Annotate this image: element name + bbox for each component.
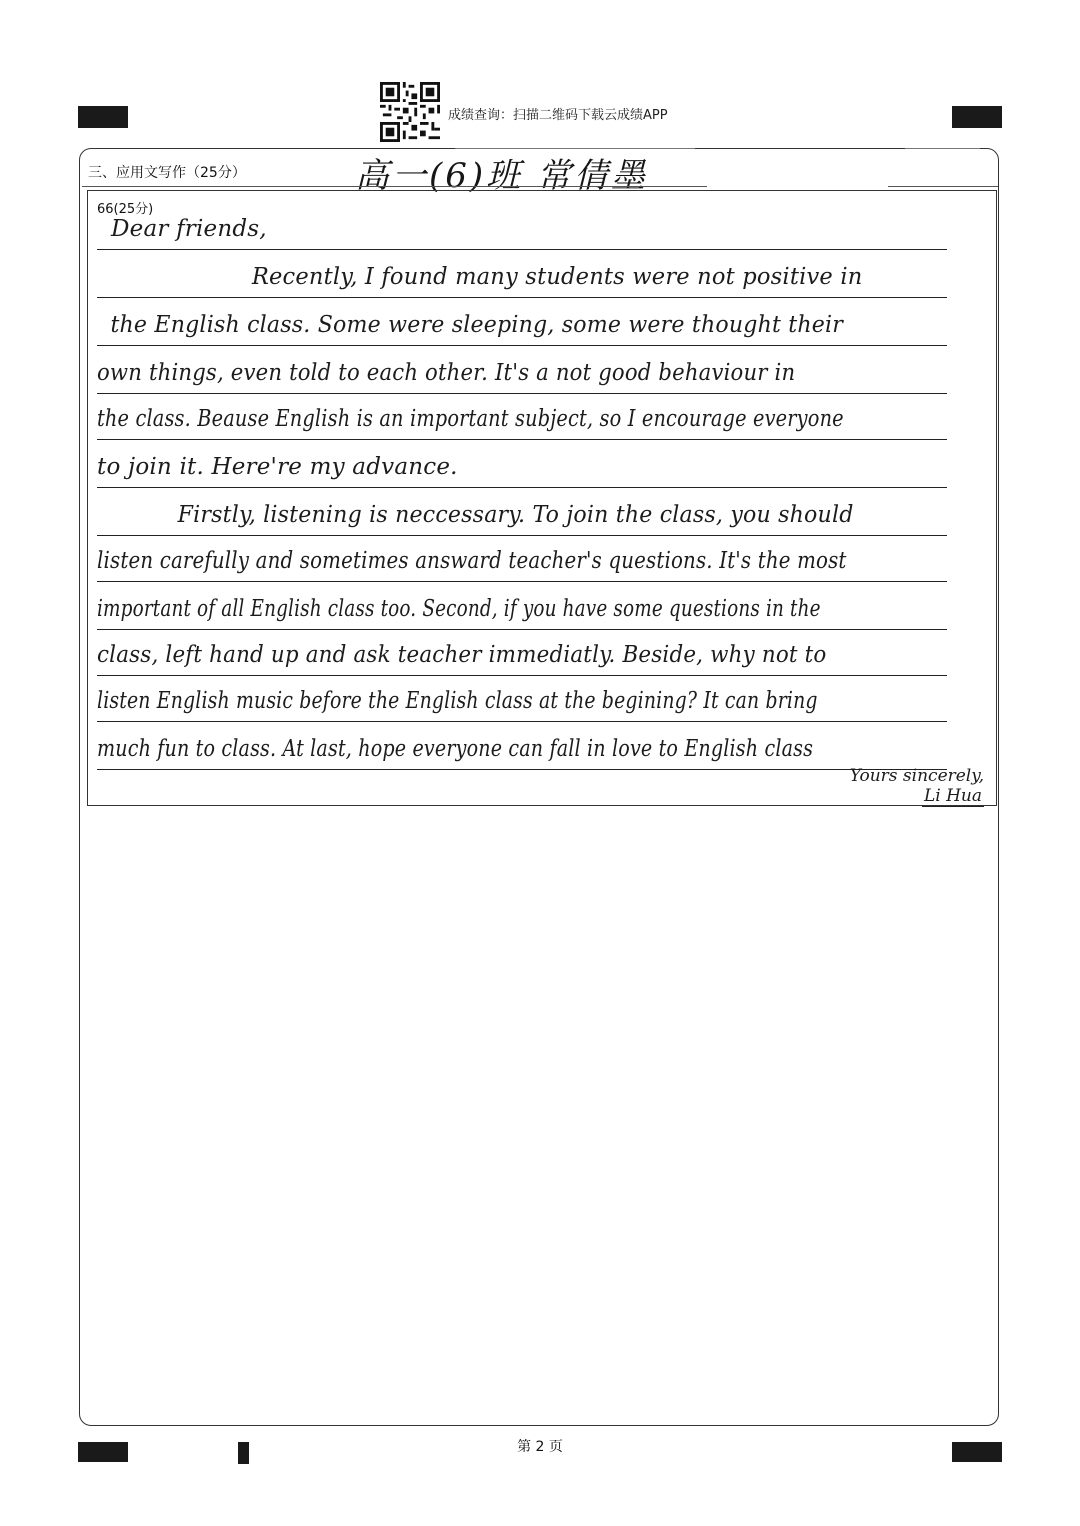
section-title: 三、应用文写作（25分） — [88, 165, 246, 181]
essay-line — [97, 594, 947, 630]
essay-text: much fun to class. At last, hope everyone can fall in love to English class — [97, 736, 814, 762]
page-number: 第 2 页 — [517, 1439, 563, 1455]
essay-text: listen carefully and sometimes answard teacher's questions. It's the most — [97, 548, 847, 574]
essay-line — [97, 310, 947, 346]
essay-text: important of all English class too. Second, if you have some questions in the — [97, 596, 821, 622]
registration-mark-top-left — [78, 106, 128, 128]
sender-name: Li Hua — [923, 786, 982, 806]
essay-text: the English class. Some were sleeping, some were thought their — [110, 312, 844, 338]
student-name-handwritten: 高一(6)班 常倩墨 — [355, 156, 648, 196]
essay-text: listen English music before the English class at the begining? It can bring — [97, 688, 818, 714]
qr-caption: 成绩查询：扫描二维码下载云成绩APP — [448, 108, 668, 123]
essay-text: to join it. Here're my advance. — [97, 454, 458, 480]
essay-text: Firstly, listening is neccessary. To join the class, you should — [177, 502, 854, 528]
header-rule — [905, 148, 980, 149]
header-rule — [888, 186, 998, 187]
closing: Yours sincerely, — [849, 766, 984, 786]
essay-line — [97, 262, 947, 298]
essay-line — [97, 640, 947, 676]
header-rule — [82, 186, 707, 187]
essay-line — [97, 686, 947, 722]
essay-text: the class. Beause English is an important subject, so I encourage everyone — [97, 406, 844, 432]
essay-line — [97, 452, 947, 488]
essay-line — [97, 734, 947, 770]
qr-code-icon — [380, 82, 440, 142]
essay-line — [97, 404, 947, 440]
essay-line — [97, 500, 947, 536]
essay-text: class, left hand up and ask teacher immediatly. Beside, why not to — [97, 642, 827, 668]
essay-line — [97, 546, 947, 582]
question-label: 66(25分) — [97, 202, 154, 217]
essay-text: own things, even told to each other. It's a not good behaviour in — [97, 360, 796, 386]
essay-line — [97, 358, 947, 394]
essay-text: Recently, I found many students were not positive in — [251, 264, 863, 290]
registration-mark-top-right — [952, 106, 1002, 128]
essay-salutation: Dear friends, — [111, 216, 267, 242]
signature-block — [850, 766, 984, 807]
essay-line — [97, 214, 947, 250]
